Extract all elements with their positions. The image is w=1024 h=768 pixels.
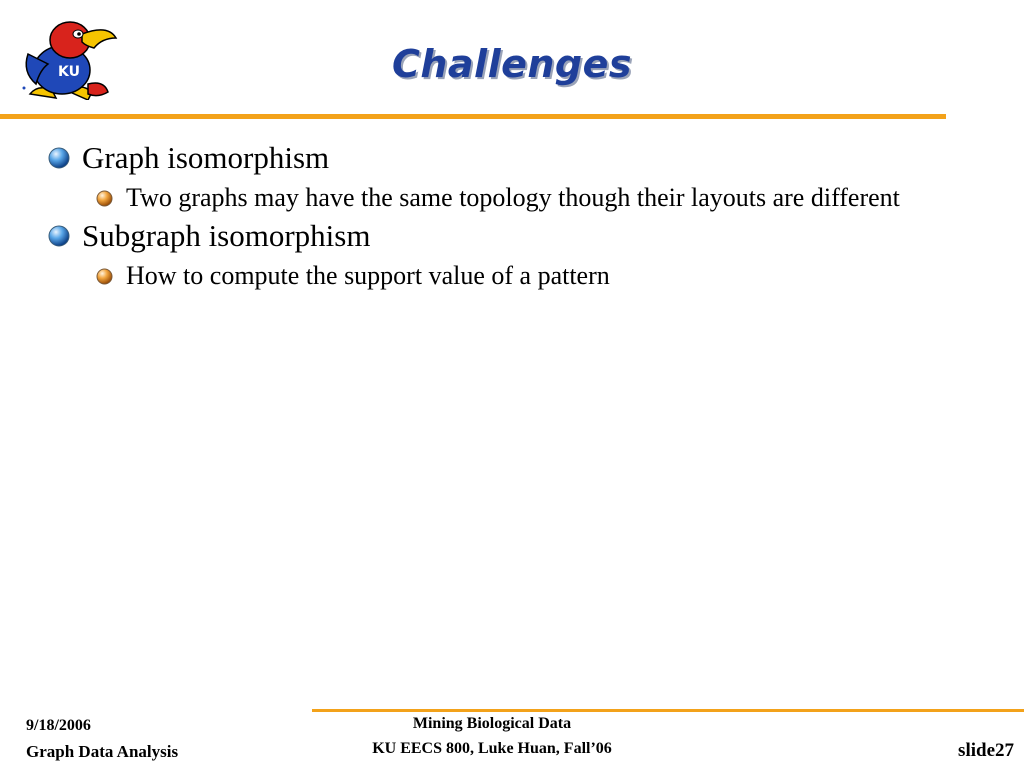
slide-content: [44, 138, 944, 294]
blue-sphere-bullet-icon: [48, 225, 70, 247]
sub-bullet-text: Two graphs may have the same topology though their layouts are different: [126, 183, 900, 212]
slide-number: slide27: [958, 740, 1014, 761]
footer-date: 9/18/2006: [26, 717, 91, 734]
bullet-text: Subgraph isomorphism: [82, 218, 371, 253]
footer-center-line2: KU EECS 800, Luke Huan, Fall’06: [372, 740, 612, 757]
title-divider: [0, 114, 946, 119]
footer-center-line1: Mining Biological Data: [412, 715, 572, 732]
sub-bullet-topology: [96, 180, 944, 216]
bullet-subgraph-isomorphism: [44, 216, 944, 256]
sub-bullet-support-value: [96, 258, 944, 294]
sub-bullet-text: How to compute the support value of a pattern: [126, 261, 610, 290]
footer-divider: [312, 709, 1024, 712]
orange-sphere-bullet-icon: [96, 190, 113, 207]
blue-sphere-bullet-icon: [48, 147, 70, 169]
logo-text: KU: [58, 64, 80, 80]
slide-title: Challenges: [391, 42, 633, 86]
footer-course: Graph Data Analysis: [26, 742, 179, 761]
orange-sphere-bullet-icon: [96, 268, 113, 285]
bullet-text: Graph isomorphism: [82, 140, 330, 175]
bullet-graph-isomorphism: [44, 138, 944, 178]
